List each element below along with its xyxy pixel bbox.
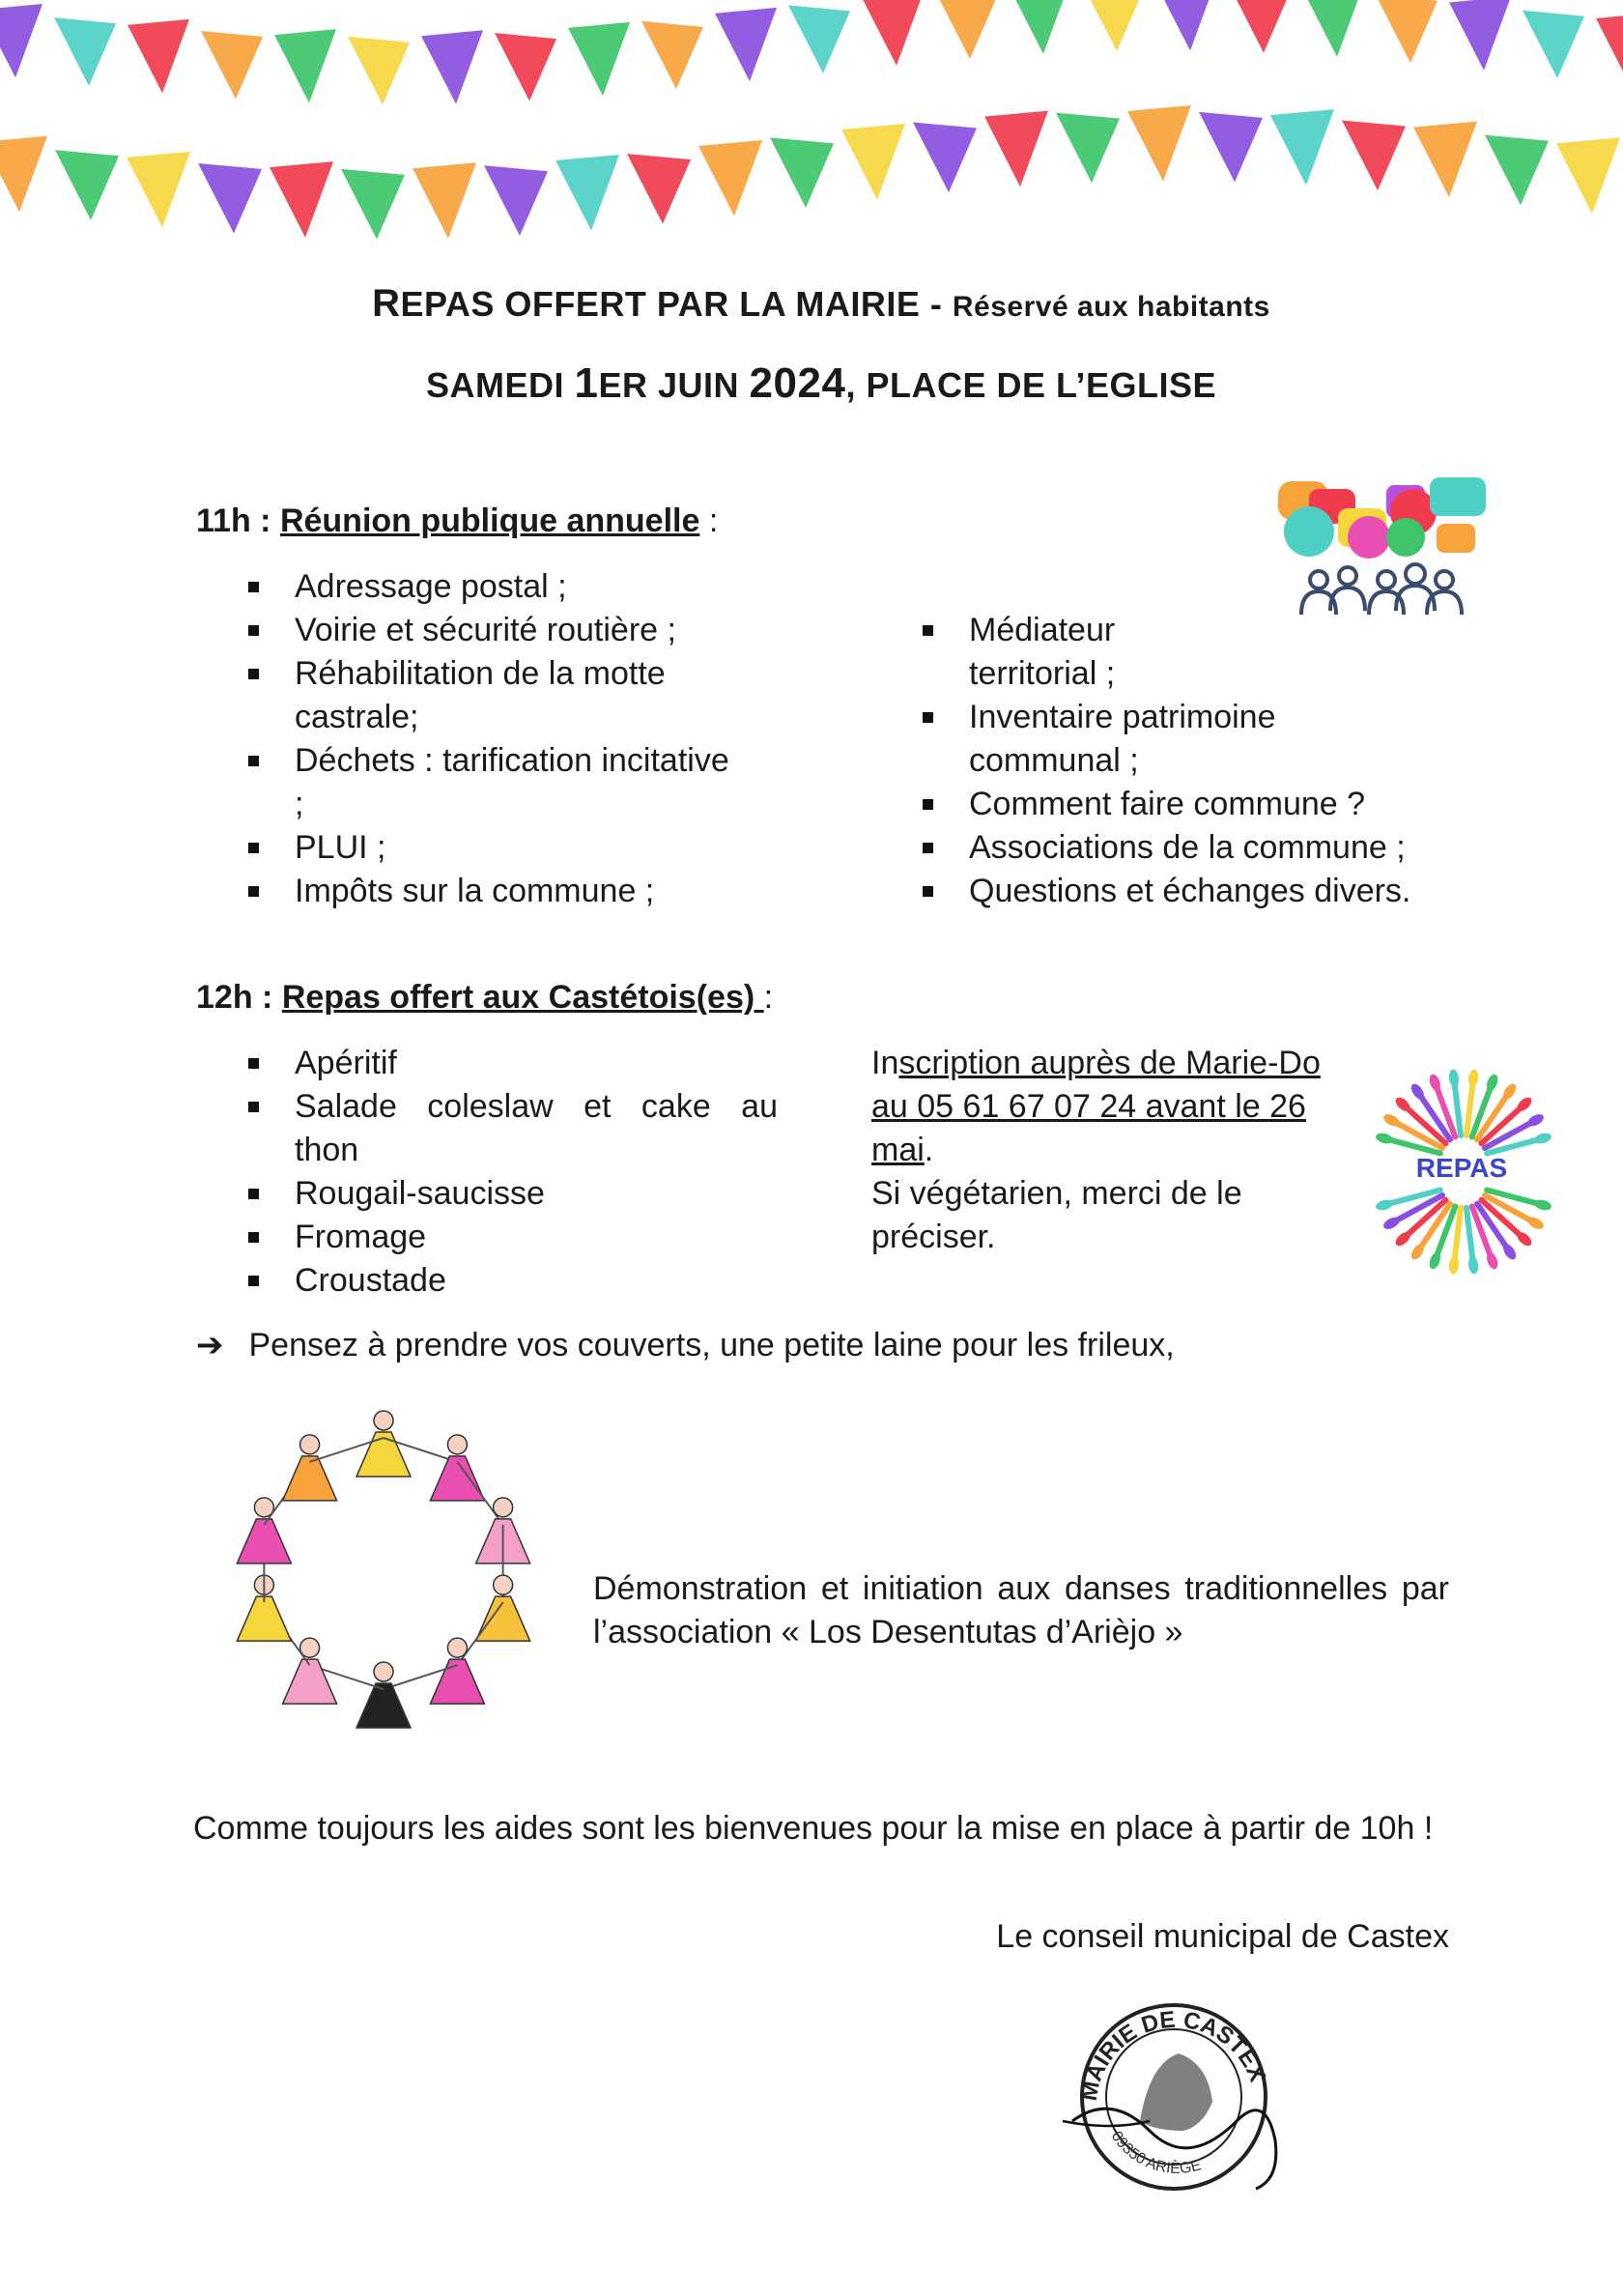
dance-description: Démonstration et initiation aux danses traditionnelles par l’association « Los Desentutas d’Arièjo » xyxy=(593,1570,1449,1650)
list-item: Rougail-saucisse xyxy=(295,1172,778,1216)
list-item: Déchets : tarification incitative ; xyxy=(295,739,739,826)
bunting-bottom-row xyxy=(0,105,1623,239)
meal-inscription: Inscription auprès de Marie-Do au 05 61 67 07 24 avant le 26 mai. Si végétarien, merci de le préciser. xyxy=(871,1045,1321,1255)
list-item: Fromage xyxy=(295,1216,778,1259)
list-item: Comment faire commune ? xyxy=(969,783,1491,826)
meal-heading: 12h : Repas offert aux Castétois(es) : xyxy=(196,979,774,1016)
repas-logo-text: REPAS xyxy=(1415,1153,1508,1183)
arrow-right-icon: ➔ xyxy=(196,1327,224,1363)
repas-utensils-logo xyxy=(1357,1053,1570,1285)
help-text: Comme toujours les aides sont les bienvenues pour la mise en place à partir de 10h ! xyxy=(193,1810,1434,1847)
bunting-garland xyxy=(0,0,1623,271)
list-item: Apéritif xyxy=(295,1042,778,1085)
list-item: Salade coleslaw et cake au thon xyxy=(295,1085,778,1172)
meeting-list-right xyxy=(969,609,1491,913)
list-item: Croustade xyxy=(295,1259,778,1303)
svg-text:09350 ARIÈGE: 09350 ARIÈGE xyxy=(1107,2128,1204,2178)
list-item: Médiateur territorial ; xyxy=(969,609,1162,696)
list-item: Questions et échanges divers. xyxy=(969,870,1491,913)
mairie-stamp xyxy=(1043,1976,1324,2208)
title-line-1: REPAS OFFERT PAR LA MAIRIE - Réservé aux habitants xyxy=(372,282,1270,325)
meeting-list-left xyxy=(295,565,739,913)
list-item: Impôts sur la commune ; xyxy=(295,870,739,913)
list-item: PLUI ; xyxy=(295,826,739,870)
bunting-top-row xyxy=(0,0,1623,104)
list-item: Voirie et sécurité routière ; xyxy=(295,609,739,652)
signature-line: Le conseil municipal de Castex xyxy=(996,1918,1449,1955)
svg-text:MAIRIE DE CASTEX: MAIRIE DE CASTEX xyxy=(1075,2006,1271,2104)
list-item: Adressage postal ; xyxy=(295,565,739,609)
dancers-circle-illustration xyxy=(214,1399,553,1747)
meal-menu-list xyxy=(295,1042,778,1303)
meeting-heading: 11h : Réunion publique annuelle : xyxy=(196,502,719,539)
list-item: Associations de la commune ; xyxy=(969,826,1491,870)
list-item: Inventaire patrimoine communal ; xyxy=(969,696,1375,783)
title-line-2-date: SAMEDI 1ER JUIN 2024, PLACE DE L’EGLISE xyxy=(426,359,1216,407)
list-item: Réhabilitation de la motte castrale; xyxy=(295,652,739,739)
reminder-line: ➔ Pensez à prendre vos couverts, une petite laine pour les frileux, xyxy=(196,1327,1175,1363)
